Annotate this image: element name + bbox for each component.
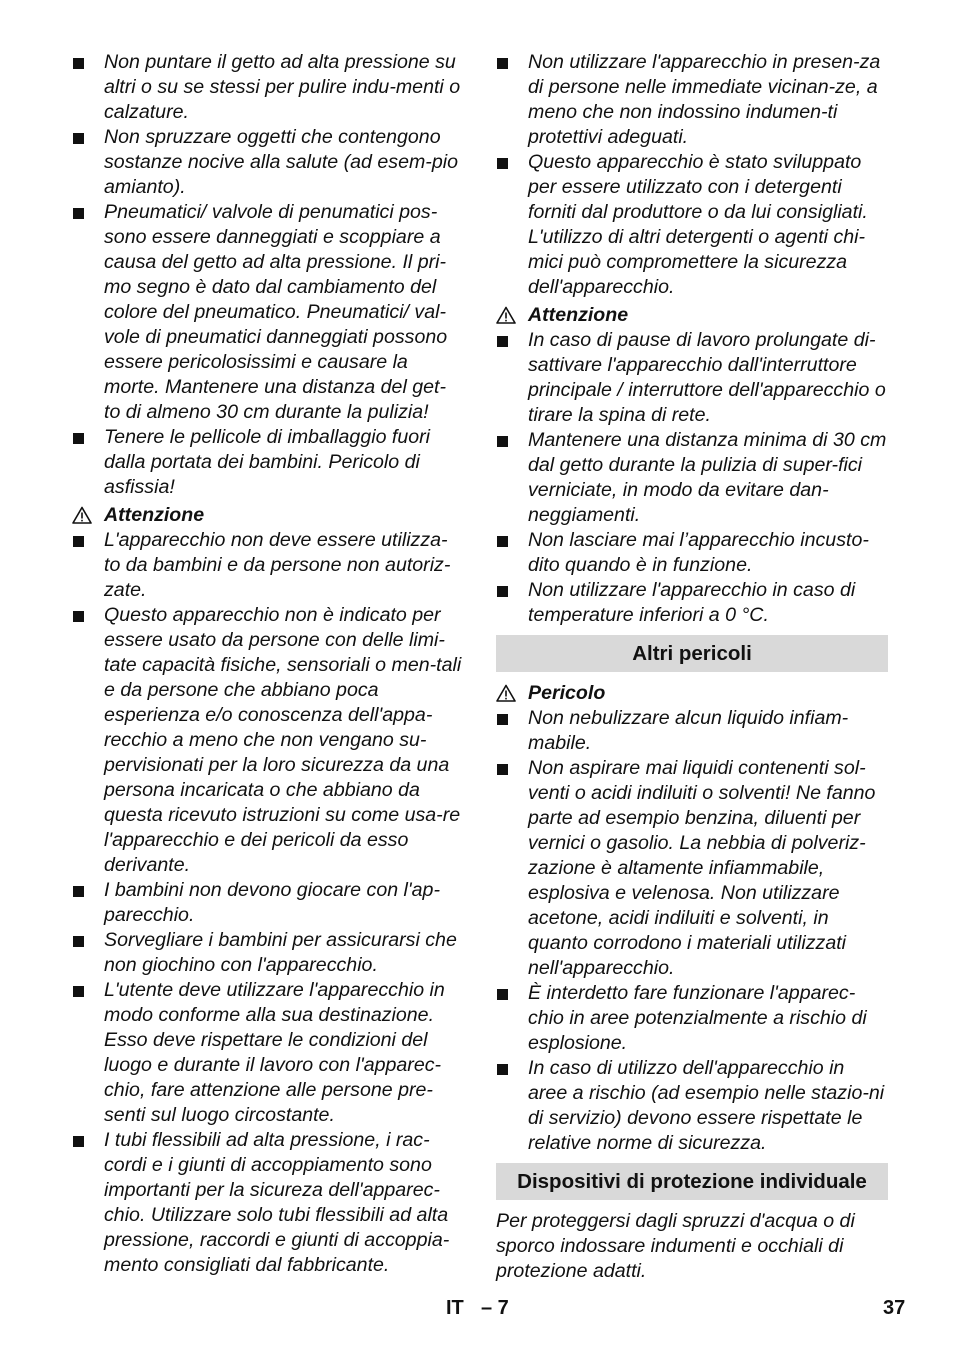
left-bullet-list-1 <box>72 50 462 500</box>
warning-heading-right <box>496 303 888 328</box>
bullet-text: Questo apparecchio è stato sviluppato per essere utilizzato con i detergenti forniti dal produttore o da lui consigliati. L'utilizzo di altri detergenti o agenti chi-mici può compromettere la sicurezza dell'apparecchio. <box>528 151 868 298</box>
bullet-item <box>496 578 888 628</box>
bullet-item <box>72 928 462 978</box>
bullet-text: Questo apparecchio non è indicato per essere usato da persone con delle limi-tate capacità fisiche, sensoriali o men-tali e da persone che abbiano poca esperienza e/o conoscenza dell'appa-recchio a meno che non vengano su-pervisionati per la loro sicurezza da una persona incaricata o che abbiano da questa ricevuto istruzioni su come usa-re l'apparecchio e dei pericoli da esso derivante. <box>104 604 462 876</box>
bullet-item <box>72 200 462 425</box>
bullet-text: Non aspirare mai liquidi contenenti sol-venti o acidi indiluiti o solventi! Ne fanno parte ad esempio benzina, diluenti per vernici o gasolio. La nebbia di polveriz-zazione è altamente infiammabile, esplosiva e velenosa. Non utilizzare acetone, acidi indiluiti e solventi, in quanto corrodono i materiali utilizzati nell'apparecchio. <box>528 757 876 979</box>
bullet-item <box>496 150 888 300</box>
bullet-text: Tenere le pellicole di imballaggio fuori dalla portata dei bambini. Pericolo di asfissia! <box>104 426 431 498</box>
bullet-item <box>72 603 462 878</box>
bullet-text: In caso di pause di lavoro prolungate di-sattivare l'apparecchio dall'interruttore principale / interruttore dell'apparecchio o tirare la spina di rete. <box>528 329 886 426</box>
square-bullet-icon <box>73 58 84 69</box>
square-bullet-icon <box>73 936 84 947</box>
square-bullet-icon <box>497 586 508 597</box>
square-bullet-icon <box>73 886 84 897</box>
square-bullet-icon <box>73 133 84 144</box>
left-column <box>72 50 462 1278</box>
section-heading-altri-pericoli: Altri pericoli <box>496 635 888 672</box>
warning-triangle-icon <box>496 306 516 324</box>
bullet-item <box>72 978 462 1128</box>
bullet-item <box>72 50 462 125</box>
bullet-text: L'utente deve utilizzare l'apparecchio in modo conforme alla sua destinazione. Esso deve rispettare le condizioni del luogo e durante il lavoro con l'apparec-chio, fare attenzione alle persone pre-senti sul luogo circostante. <box>104 979 445 1126</box>
square-bullet-icon <box>497 336 508 347</box>
left-bullet-list-2 <box>72 528 462 1278</box>
square-bullet-icon <box>73 1136 84 1147</box>
bullet-item <box>496 706 888 756</box>
bullet-text: Non utilizzare l'apparecchio in presen-za di persone nelle immediate vicinan-ze, a meno che non indossino indumen-ti protettivi adeguati. <box>528 51 881 148</box>
square-bullet-icon <box>497 58 508 69</box>
square-bullet-icon <box>497 436 508 447</box>
square-bullet-icon <box>497 989 508 1000</box>
right-bullet-list-2 <box>496 328 888 628</box>
bullet-item <box>496 428 888 528</box>
bullet-text: Sorvegliare i bambini per assicurarsi che non giochino con l'apparecchio. <box>104 929 457 976</box>
square-bullet-icon <box>73 208 84 219</box>
danger-label: Pericolo <box>528 682 606 704</box>
bullet-item <box>72 528 462 603</box>
footer-section-page: – 7 <box>481 1297 509 1319</box>
danger-heading <box>496 681 888 706</box>
right-column <box>496 50 888 1284</box>
bullet-text: Non puntare il getto ad alta pressione su altri o su se stessi per pulire indu-menti o calzature. <box>104 51 461 123</box>
bullet-item <box>496 528 888 578</box>
bullet-text: Non utilizzare l'apparecchio in caso di temperature inferiori a 0 °C. <box>528 579 856 626</box>
bullet-item <box>496 328 888 428</box>
square-bullet-icon <box>73 433 84 444</box>
bullet-text: In caso di utilizzo dell'apparecchio in aree a rischio (ad esempio nelle stazio-ni di servizio) devono essere rispettate le relative norme di sicurezza. <box>528 1057 885 1154</box>
square-bullet-icon <box>497 714 508 725</box>
bullet-text: Mantenere una distanza minima di 30 cm dal getto durante la pulizia di super-fici verniciate, in modo da evitare dan-neggiamenti. <box>528 429 887 526</box>
square-bullet-icon <box>497 764 508 775</box>
warning-triangle-icon <box>496 684 516 702</box>
bullet-item <box>72 425 462 500</box>
square-bullet-icon <box>497 536 508 547</box>
footer-language: IT <box>446 1297 464 1319</box>
bullet-text: È interdetto fare funzionare l'apparec-chio in aree potenzialmente a rischio di esplosione. <box>528 982 867 1054</box>
bullet-text: Non nebulizzare alcun liquido infiam-mabile. <box>528 707 849 754</box>
right-bullet-list-1 <box>496 50 888 300</box>
bullet-text: Non spruzzare oggetti che contengono sostanze nocive alla salute (ad esem-pio amianto). <box>104 126 458 198</box>
bullet-item <box>496 1056 888 1156</box>
right-bullet-list-3 <box>496 706 888 1156</box>
square-bullet-icon <box>497 158 508 169</box>
bullet-text: Pneumatici/ valvole di penumatici pos-sono essere danneggiati e scoppiare a causa del getto ad alta pressione. Il pri-mo segno è dato dal cambiamento del colore del pneumatico. Pneumatici/ val-vole di pneumatici danneggiati possono essere pericolosissimi e causare la morte. Mantenere una distanza del get-to di almeno 30 cm durante la pulizia! <box>104 201 448 423</box>
section-heading-dispositivi-protezione: Dispositivi di protezione individuale <box>496 1163 888 1200</box>
bullet-item <box>496 50 888 150</box>
footer-page-number: 37 <box>883 1297 906 1319</box>
bullet-item <box>496 756 888 981</box>
square-bullet-icon <box>73 536 84 547</box>
bullet-item <box>72 878 462 928</box>
warning-label: Attenzione <box>104 504 205 526</box>
bullet-item <box>72 125 462 200</box>
bullet-item <box>496 981 888 1056</box>
square-bullet-icon <box>73 986 84 997</box>
square-bullet-icon <box>73 611 84 622</box>
warning-heading-left <box>72 503 462 528</box>
square-bullet-icon <box>497 1064 508 1075</box>
bullet-item <box>72 1128 462 1278</box>
bullet-text: Non lasciare mai l’apparecchio incusto-dito quando è in funzione. <box>528 529 869 576</box>
bullet-text: L'apparecchio non deve essere utilizza-to da bambini e da persone non autoriz-zate. <box>104 529 451 601</box>
warning-label: Attenzione <box>528 304 629 326</box>
bullet-text: I tubi flessibili ad alta pressione, i rac-cordi e i giunti di accoppiamento sono importanti per la sicureza dell'apparec-chio. Utilizzare solo tubi flessibili ad alta pressione, raccordi e giunti di accoppia-mento consigliati dal fabbricante. <box>104 1129 450 1276</box>
protection-paragraph: Per proteggersi dagli spruzzi d'acqua o di sporco indossare indumenti e occhiali di protezione adatti. <box>496 1210 855 1282</box>
warning-triangle-icon <box>72 506 92 524</box>
bullet-text: I bambini non devono giocare con l'ap-parecchio. <box>104 879 440 926</box>
